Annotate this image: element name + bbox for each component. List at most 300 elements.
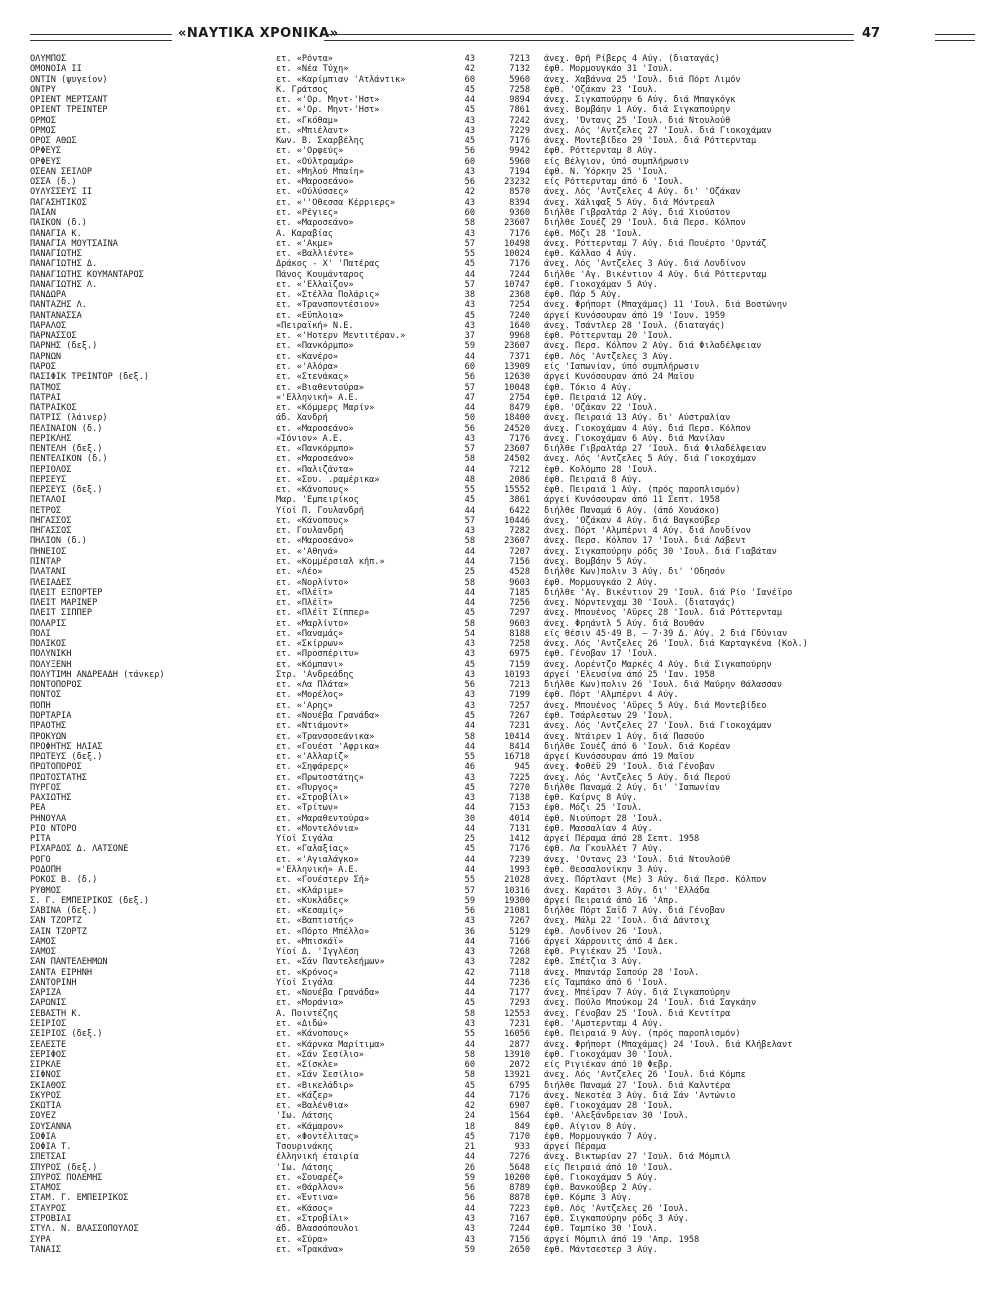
owner-cell: 'Ιω. Λάτσης xyxy=(276,1162,333,1173)
owner-cell: Δράκος - Χ' 'Πατέρας xyxy=(276,259,380,270)
tonnage-cell: 8789 xyxy=(509,1183,530,1194)
status-cell: άνεχ. Λός 'Αντζελες 27 'Ιουλ. διά Γιοκοχάμαν xyxy=(544,125,772,136)
ship-name-cell: ΠΑΡΝΑΣΣΟΣ xyxy=(30,331,77,342)
status-cell: έφθ. Θεσσαλονίκην 3 Αύγ. xyxy=(544,864,669,875)
tonnage-cell: 10414 xyxy=(504,731,530,742)
tonnage-cell: 8479 xyxy=(509,403,530,414)
owner-cell: ετ. «Βαλένθια» xyxy=(276,1101,349,1112)
ship-name-cell: ΡΥΘΜΟΣ xyxy=(30,885,62,896)
table-row xyxy=(30,578,985,588)
ship-name-cell: ΠΟΛΥΤΙΜΗ ΑΝΔΡΕΑΔΗ (τάνκερ) xyxy=(30,669,165,680)
status-cell: έφθ. Ρόττερνταμ 8 Αύγ. xyxy=(544,146,658,157)
year-cell: 44 xyxy=(464,403,475,414)
owner-cell: ετ. «Γαλαξίας» xyxy=(276,844,349,855)
tonnage-cell: 23232 xyxy=(504,177,530,188)
ship-name-cell: ΠΑΝΑΓΙΑ ΜΟΥΤΣΑΙΝΑ xyxy=(30,238,118,249)
tonnage-cell: 18400 xyxy=(504,413,530,424)
owner-cell: Τσουρινάκης xyxy=(276,1142,333,1153)
ship-name-cell: ΠΑΡΑΛΟΣ xyxy=(30,320,67,331)
ship-name-cell: Σ. Γ. ΕΜΠΕΙΡΙΚΟΣ (δεξ.) xyxy=(30,895,149,906)
status-cell: άνεχ. Φρήπορτ (Μπαχάμας) 24 'Ιουλ. διά Κλήβελαντ xyxy=(544,1039,793,1050)
table-row xyxy=(30,167,985,177)
ship-name-cell: ΠΑΝΤΑΖΗΣ Λ. xyxy=(30,300,87,311)
tonnage-cell: 7242 xyxy=(509,115,530,126)
ship-name-cell: ΠΕΡΙΟΛΟΣ xyxy=(30,464,72,475)
tonnage-cell: 21028 xyxy=(504,875,530,886)
year-cell: 56 xyxy=(464,1193,475,1204)
table-row xyxy=(30,988,985,998)
year-cell: 44 xyxy=(464,741,475,752)
table-row xyxy=(30,937,985,947)
owner-cell: ετ. «Νέα Τύχη» xyxy=(276,64,349,75)
status-cell: άνεχ. Βικτωρίαν 27 'Ιουλ. διά Μόμπιλ xyxy=(544,1152,731,1163)
table-row xyxy=(30,1214,985,1224)
ship-name-cell: ΠΛΕΪΤ ΕΞΠΟΡΤΕΡ xyxy=(30,587,103,598)
tonnage-cell: 7267 xyxy=(509,916,530,927)
ship-name-cell: ΟΝΤΡΥ xyxy=(30,84,56,95)
tonnage-cell: 7207 xyxy=(509,546,530,557)
tonnage-cell: 7297 xyxy=(509,608,530,619)
status-cell: έφθ. Ν. Ύόρκην 25 'Ιουλ. xyxy=(544,166,669,177)
owner-cell: ετ. «'Ελλαϊζον» xyxy=(276,279,354,290)
owner-cell: ετ. «Νορλίντο» xyxy=(276,577,349,588)
owner-cell: ετ. «Λα Πλάτα» xyxy=(276,680,349,691)
year-cell: 44 xyxy=(464,95,475,106)
status-cell: άργεί Κυνόσουραν άπό 19 'Ιουν. 1959 xyxy=(544,310,726,321)
table-row xyxy=(30,1142,985,1152)
table-row xyxy=(30,311,985,321)
table-row xyxy=(30,660,985,670)
tonnage-cell: 9360 xyxy=(509,207,530,218)
year-cell: 44 xyxy=(464,1039,475,1050)
status-cell: διήλθε Γιβραλτάρ 27 'Ιουλ. διά Φιλαδέλφειαν xyxy=(544,444,767,455)
owner-cell: ετ. «Σκίρρων» xyxy=(276,639,344,650)
tonnage-cell: 7138 xyxy=(509,793,530,804)
table-row xyxy=(30,249,985,259)
status-cell: έφθ. Γιοκοχάμαν 5 Αύγ. xyxy=(544,279,658,290)
owner-cell: ετ. «Βαλλιέντε» xyxy=(276,249,354,260)
status-cell: διήλθε Παναμά 2 Αύγ. δι' 'Ιαπωνίαν xyxy=(544,782,720,793)
ship-name-cell: ΠΑΤΜΟΣ xyxy=(30,382,62,393)
ship-name-cell: ΡΟΚΟΣ Β. (δ.) xyxy=(30,875,98,886)
ship-name-cell: ΟΡΙΕΝΤ ΜΕΡΤΣΑΝΤ xyxy=(30,95,108,106)
table-row xyxy=(30,270,985,280)
owner-cell: ετ. «Σου. .ραμέρικα» xyxy=(276,474,380,485)
owner-cell: ετ. «Πλέϊτ» xyxy=(276,587,333,598)
ship-name-cell: ΟΡΟΣ ΑΘΩΣ xyxy=(30,136,77,147)
tonnage-cell: 10200 xyxy=(504,1172,530,1183)
owner-cell: ετ. «Κυκλάδες» xyxy=(276,895,349,906)
table-row xyxy=(30,896,985,906)
table-row xyxy=(30,588,985,598)
owner-cell: ετ. «Παναμάς» xyxy=(276,628,344,639)
table-row xyxy=(30,321,985,331)
status-cell: άνεχ. Μπουένος 'Αϋρες 28 'Ιουλ. διά Ρόττερνταμ xyxy=(544,608,782,619)
owner-cell: ετ. «Γκόθαμ» xyxy=(276,115,339,126)
owner-cell: ετ. «Σάν Σεσίλιο» xyxy=(276,1070,364,1081)
owner-cell: Υίοί Σιγάλα xyxy=(276,977,333,988)
year-cell: 18 xyxy=(464,1121,475,1132)
year-cell: 43 xyxy=(464,639,475,650)
ship-name-cell: ΠΛΑΤΑΝΙ xyxy=(30,567,67,578)
status-cell: είς Ταμπάκο άπό 6 'Ιουλ. xyxy=(544,977,669,988)
table-row xyxy=(30,229,985,239)
year-cell: 57 xyxy=(464,885,475,896)
ship-name-cell: ΠΟΛΑΡΙΣ xyxy=(30,618,67,629)
status-cell: άνεχ. Σιγκαπούρην 6 Αύγ. διά Μπαγκόγκ xyxy=(544,95,736,106)
ship-name-cell: ΣΟΥΕΖ xyxy=(30,1111,56,1122)
status-cell: έφθ. Καίρνς 8 Αύγ. xyxy=(544,793,638,804)
table-row xyxy=(30,998,985,1008)
status-cell: άνεχ. Ντάιρεν 1 Αύγ. διά Πασούο xyxy=(544,731,705,742)
owner-cell: «'Ελληνική» Α.Ε. xyxy=(276,864,359,875)
owner-cell: ετ. «Σύρα» xyxy=(276,1234,328,1245)
owner-cell: ετ. «Κάνοπους» xyxy=(276,485,349,496)
ship-name-cell: ΡΕΑ xyxy=(30,803,46,814)
year-cell: 44 xyxy=(464,587,475,598)
tonnage-cell: 7176 xyxy=(509,228,530,239)
ship-name-cell: ΣΚΙΑΘΟΣ xyxy=(30,1080,67,1091)
ship-name-cell: ΣΑΙΝ ΤΖΟΡΤΖ xyxy=(30,926,87,937)
year-cell: 45 xyxy=(464,259,475,270)
table-row xyxy=(30,465,985,475)
year-cell: 58 xyxy=(464,536,475,547)
status-cell: άνεχ. Νόρντενχαμ 30 'Ιουλ. (διαταγάς) xyxy=(544,598,736,609)
tonnage-cell: 5129 xyxy=(509,926,530,937)
year-cell: 56 xyxy=(464,177,475,188)
table-row xyxy=(30,403,985,413)
owner-cell: ετ. «Βικελάδιρ» xyxy=(276,1080,354,1091)
status-cell: άνεχ. Γιοκοχάμαν 4 Αύγ. διά Περσ. Κόλπον xyxy=(544,423,751,434)
status-cell: διήλθε Πόρτ Σαΐδ 7 Αύγ. διά Γένοβαν xyxy=(544,906,726,917)
tonnage-cell: 10747 xyxy=(504,279,530,290)
owner-cell: ετ. «Κάρνκα Μαρίτιμα» xyxy=(276,1039,385,1050)
tonnage-cell: 7118 xyxy=(509,967,530,978)
status-cell: έφθ. Αίγιον 8 Αύγ. xyxy=(544,1121,638,1132)
owner-cell: ετ. «Ούλτραμάρ» xyxy=(276,156,354,167)
ship-name-cell: ΠΕΤΑΛΟΙ xyxy=(30,495,67,506)
tonnage-cell: 7212 xyxy=(509,464,530,475)
owner-cell: ετ. «Σίσκλε» xyxy=(276,1060,339,1071)
ship-name-cell: ΣΑΝ ΠΑΝΤΕΛΕΗΜΩΝ xyxy=(30,957,108,968)
table-row xyxy=(30,793,985,803)
tonnage-cell: 7176 xyxy=(509,259,530,270)
ship-name-cell: ΣΑΜΟΣ xyxy=(30,947,56,958)
owner-cell: ετ. «'Αλλαρίζ» xyxy=(276,752,349,763)
table-row xyxy=(30,1122,985,1132)
ship-name-cell: ΡΟΔΟΠΗ xyxy=(30,864,62,875)
table-row xyxy=(30,968,985,978)
status-cell: άνεχ. Ρόττερνταμ 7 Αύγ. διά Πουέρτο 'Ορντάζ xyxy=(544,238,767,249)
journal-title: «ΝΑΥΤΙΚΑ ΧΡΟΝΙΚΑ» xyxy=(178,26,339,41)
year-cell: 55 xyxy=(464,752,475,763)
ship-name-cell: ΣΑΝ ΤΖΟΡΤΖ xyxy=(30,916,82,927)
table-row xyxy=(30,711,985,721)
year-cell: 45 xyxy=(464,608,475,619)
owner-cell: ετ. «Πανκόρμπο» xyxy=(276,341,354,352)
ship-name-cell: ΠΑΣΙΦΙΚ ΤΡΕΪΝΤΟΡ (δεξ.) xyxy=(30,372,149,383)
tonnage-cell: 9968 xyxy=(509,331,530,342)
ship-name-cell: ΠΑΓΑΣΗΤΙΚΟΣ xyxy=(30,197,87,208)
table-row xyxy=(30,957,985,967)
ship-name-cell: ΡΙΟ ΝΤΟΡΟ xyxy=(30,823,77,834)
status-cell: άργεί Κυνόσουραν άπό 24 Μαΐου xyxy=(544,372,695,383)
owner-cell: ετ. «Καρίμπιαν 'Ατλάντικ» xyxy=(276,74,406,85)
ship-name-cell: ΣΕΡΙΦΟΣ xyxy=(30,1049,67,1060)
table-row xyxy=(30,1101,985,1111)
status-cell: άργεί 'Ελευσίνα άπό 25 'Ιαν. 1958 xyxy=(544,669,715,680)
year-cell: 43 xyxy=(464,1234,475,1245)
status-cell: έφθ. Πόρτ 'Αλμπέρνι 4 Αύγ. xyxy=(544,690,679,701)
ship-name-cell: ΠΛΕΪΤ ΜΑΡΙΝΕΡ xyxy=(30,598,98,609)
year-cell: 43 xyxy=(464,166,475,177)
status-cell: άνεχ. Πούλο Μπούκομ 24 'Ιουλ. διά Σαγκάην xyxy=(544,998,757,1009)
year-cell: 58 xyxy=(464,218,475,229)
ship-name-cell: ΠΛΕΙΑΔΕΣ xyxy=(30,577,72,588)
table-row xyxy=(30,608,985,618)
year-cell: 56 xyxy=(464,1183,475,1194)
ship-name-cell: ΣΑΡΙΖΑ xyxy=(30,988,62,999)
status-cell: άνεχ. Χαβάννα 25 'Ιουλ. διά Πόρτ Λιμόν xyxy=(544,74,741,85)
ship-name-cell: ΠΑΝΑΓΙΩΤΗΣ xyxy=(30,249,82,260)
status-cell: έφθ. Νιούπορτ 28 'Ιουλ. xyxy=(544,813,663,824)
table-row xyxy=(30,649,985,659)
header-rule-middle xyxy=(324,34,854,41)
status-cell: έφθ. Κόμπε 3 Αύγ. xyxy=(544,1193,632,1204)
year-cell: 21 xyxy=(464,1142,475,1153)
owner-cell: ετ. «Στέλλα Πολάρις» xyxy=(276,290,380,301)
table-row xyxy=(30,85,985,95)
table-row xyxy=(30,916,985,926)
year-cell: 43 xyxy=(464,228,475,239)
tonnage-cell: 7236 xyxy=(509,977,530,988)
ship-name-cell: ΣΕΙΡΙΟΣ xyxy=(30,1018,67,1029)
owner-cell: ετ. «Κλάριμε» xyxy=(276,885,344,896)
year-cell: 46 xyxy=(464,762,475,773)
status-cell: διήλθε 'Αγ. Βικέντιον 29 'Ιουλ. διά Ρίο 'Ιανέϊρο xyxy=(544,587,793,598)
status-cell: άνεχ. Λός 'Αντζελες 4 Αύγ. δι' 'Οζάκαν xyxy=(544,187,741,198)
table-row xyxy=(30,475,985,485)
owner-cell: Στρ. 'Ανδρεάδης xyxy=(276,669,354,680)
tonnage-cell: 8188 xyxy=(509,628,530,639)
status-cell: άνεχ. Γιοκοχάμαν 6 Αύγ. διά Μανίλαν xyxy=(544,433,726,444)
ship-name-cell: ΟΡΦΕΥΣ xyxy=(30,156,62,167)
ship-name-cell: ΣΟΦΙΑ xyxy=(30,1131,56,1142)
year-cell: 44 xyxy=(464,1152,475,1163)
status-cell: έφθ. Μορμουγκάο 31 'Ιουλ. xyxy=(544,64,674,75)
ship-name-cell: ΠΛΕΪΤ ΣΙΠΠΕΡ xyxy=(30,608,93,619)
owner-cell: ετ. «Ούλύσσες» xyxy=(276,187,349,198)
year-cell: 44 xyxy=(464,854,475,865)
table-row xyxy=(30,331,985,341)
tonnage-cell: 7176 xyxy=(509,1090,530,1101)
tonnage-cell: 7282 xyxy=(509,526,530,537)
status-cell: έφθ. 'Οζάκαν 23 'Ιουλ. xyxy=(544,84,658,95)
status-cell: άνεχ. Σιγκαπούρην ρόδς 30 'Ιουλ. διά Γιαβάταν xyxy=(544,546,777,557)
owner-cell: ετ. «Βιαθεντούρα» xyxy=(276,382,364,393)
owner-cell: ετ. «Μαροσεάνο» xyxy=(276,454,354,465)
status-cell: άνεχ. Μάλμ 22 'Ιουλ. διά Δάντσιχ xyxy=(544,916,710,927)
owner-cell: ετ. «Μοντελόνια» xyxy=(276,823,359,834)
table-row xyxy=(30,495,985,505)
owner-cell: ετ. «Φοντέλιτας» xyxy=(276,1131,359,1142)
table-row xyxy=(30,567,985,577)
status-cell: άνεχ. Πειραιά 13 Αύγ. δι' Αύστραλίαν xyxy=(544,413,731,424)
tonnage-cell: 8878 xyxy=(509,1193,530,1204)
tonnage-cell: 7170 xyxy=(509,1131,530,1142)
table-row xyxy=(30,1040,985,1050)
status-cell: άνεχ. Μοντεβίδεο 29 'Ιουλ. διά Ρόττερνταμ xyxy=(544,136,757,147)
tonnage-cell: 9603 xyxy=(509,618,530,629)
tonnage-cell: 13910 xyxy=(504,1049,530,1060)
owner-cell: ετ. «Στροβίλι» xyxy=(276,1214,349,1225)
year-cell: 44 xyxy=(464,823,475,834)
status-cell: έφθ. Μάντσεστερ 3 Αύγ. xyxy=(544,1244,658,1255)
owner-cell: Υίοί Δ. 'Ιγγλέση xyxy=(276,947,359,958)
ship-name-cell: ΟΜΟΝΟΙΑ ΙΙ xyxy=(30,64,82,75)
year-cell: 58 xyxy=(464,577,475,588)
ship-name-cell: ΣΕΙΡΙΟΣ (δεξ.) xyxy=(30,1029,103,1040)
table-row xyxy=(30,393,985,403)
tonnage-cell: 10048 xyxy=(504,382,530,393)
year-cell: 55 xyxy=(464,249,475,260)
year-cell: 60 xyxy=(464,207,475,218)
table-row xyxy=(30,1204,985,1214)
tonnage-cell: 1564 xyxy=(509,1111,530,1122)
ship-name-cell: ΠΑΤΡΙΣ (λάινερ) xyxy=(30,413,108,424)
owner-cell: ετ. «Μοράνια» xyxy=(276,998,344,1009)
tonnage-cell: 21081 xyxy=(504,906,530,917)
ship-name-cell: ΠΟΛΙ xyxy=(30,628,51,639)
status-cell: άνεχ. Λός 'Αντζελες 26 'Ιουλ. διά Κόμπε xyxy=(544,1070,746,1081)
year-cell: 45 xyxy=(464,84,475,95)
year-cell: 45 xyxy=(464,659,475,670)
ship-name-cell: ΠΡΩΤΟΣΤΑΤΗΣ xyxy=(30,772,87,783)
ship-name-cell: ΟΡΦΕΥΣ xyxy=(30,146,62,157)
tonnage-cell: 7185 xyxy=(509,587,530,598)
table-row xyxy=(30,526,985,536)
tonnage-cell: 16718 xyxy=(504,752,530,763)
tonnage-cell: 6795 xyxy=(509,1080,530,1091)
tonnage-cell: 7257 xyxy=(509,700,530,711)
table-row xyxy=(30,239,985,249)
tonnage-cell: 4528 xyxy=(509,567,530,578)
table-row xyxy=(30,383,985,393)
table-row xyxy=(30,752,985,762)
tonnage-cell: 7229 xyxy=(509,125,530,136)
owner-cell: ετ. «Τρακάνα» xyxy=(276,1244,344,1255)
status-cell: έφθ. Βανκούβερ 2 Αύγ. xyxy=(544,1183,653,1194)
status-cell: είς Ρόττερνταμ άπό 6 'Ιουλ. xyxy=(544,177,684,188)
status-cell: άνεχ. 'Όντανς 25 'Ιουλ. διά Ντουλούθ xyxy=(544,115,731,126)
table-row xyxy=(30,64,985,74)
owner-cell: Μαρ. 'Εμπειρίκος xyxy=(276,495,359,506)
year-cell: 56 xyxy=(464,372,475,383)
status-cell: άργεί Χάρρουιτς άπό 4 Δεκ. xyxy=(544,936,679,947)
tonnage-cell: 7256 xyxy=(509,598,530,609)
owner-cell: ετ. «'Ορ. Μηντ-'Ηστ» xyxy=(276,95,380,106)
owner-cell: ετ. «Κόμμερς Μαρίν» xyxy=(276,403,375,414)
year-cell: 44 xyxy=(464,803,475,814)
status-cell: άνεχ. Θρή Ρίβερς 4 Αύγ. (διαταγάς) xyxy=(544,54,720,64)
owner-cell: ετ. «Μπιέλαντ» xyxy=(276,125,349,136)
tonnage-cell: 7166 xyxy=(509,936,530,947)
owner-cell: ετ. «Μορέλος» xyxy=(276,690,344,701)
tonnage-cell: 9894 xyxy=(509,95,530,106)
ship-name-cell: ΠΥΡΓΟΣ xyxy=(30,782,62,793)
tonnage-cell: 7177 xyxy=(509,988,530,999)
tonnage-cell: 7213 xyxy=(509,54,530,64)
table-row xyxy=(30,341,985,351)
year-cell: 58 xyxy=(464,1008,475,1019)
ship-name-cell: ΟΣΕΑΝ ΣΕΪΛΟΡ xyxy=(30,166,93,177)
owner-cell: ετ. «Πρωτοστάτης» xyxy=(276,772,364,783)
table-row xyxy=(30,680,985,690)
year-cell: 43 xyxy=(464,54,475,64)
owner-cell: ετ. «'Αθηνά» xyxy=(276,546,339,557)
owner-cell: ετ. «Ρέγιες» xyxy=(276,207,339,218)
year-cell: 44 xyxy=(464,546,475,557)
year-cell: 43 xyxy=(464,916,475,927)
status-cell: άνεχ. Λός 'Αντζελες 5 Αύγ. διά Γιοκοχάμαν xyxy=(544,454,757,465)
table-row xyxy=(30,352,985,362)
tonnage-cell: 10316 xyxy=(504,885,530,896)
tonnage-cell: 7199 xyxy=(509,690,530,701)
status-cell: είς Ριγιέκαν άπό 10 Φεβρ. xyxy=(544,1060,674,1071)
status-cell: έφθ. Μόζι 25 'Ιουλ. xyxy=(544,803,643,814)
tonnage-cell: 7153 xyxy=(509,803,530,814)
table-row xyxy=(30,1163,985,1173)
tonnage-cell: 7276 xyxy=(509,1152,530,1163)
status-cell: άνεχ. Φρηάντλ 5 Αύγ. διά Βουθάν xyxy=(544,618,705,629)
table-row xyxy=(30,1009,985,1019)
status-cell: έφθ. Γιοκοχάμαν 28 'Ιουλ. xyxy=(544,1101,674,1112)
status-cell: άνεχ. Νεκοτέα 3 Αύγ. διά Σάν 'Αντώνιο xyxy=(544,1090,736,1101)
year-cell: 43 xyxy=(464,1224,475,1235)
ship-name-cell: ΣΠΕΤΣΑΙ xyxy=(30,1152,67,1163)
tonnage-cell: 933 xyxy=(514,1142,530,1153)
owner-cell: ετ. «Προσπέριτυ» xyxy=(276,649,359,660)
owner-cell: ετ. «Κομμέρσιαλ κήπ.» xyxy=(276,557,385,568)
ship-name-cell: ΠΡΩΤΕΥΣ (δεξ.) xyxy=(30,752,103,763)
owner-cell: ετ. «Ρόντα» xyxy=(276,54,333,64)
ship-name-cell: ΣΤΑΥΡΟΣ xyxy=(30,1203,67,1214)
table-row xyxy=(30,1245,985,1255)
table-row xyxy=(30,690,985,700)
status-cell: διήλθε Σουέζ άπό 6 'Ιουλ. διά Κορέαν xyxy=(544,741,731,752)
year-cell: 44 xyxy=(464,557,475,568)
owner-cell: ετ. «Πλέϊτ Σίππερ» xyxy=(276,608,370,619)
year-cell: 57 xyxy=(464,444,475,455)
tonnage-cell: 7156 xyxy=(509,557,530,568)
owner-cell: Υίοί Π. Γουλανδρή xyxy=(276,505,364,516)
status-cell: έφθ. Λονδίνον 26 'Ιουλ. xyxy=(544,926,663,937)
tonnage-cell: 7268 xyxy=(509,947,530,958)
status-cell: έφθ. Πειραιά 9 Αύγ. (πρός παροπλισμόν) xyxy=(544,1029,741,1040)
owner-cell: ετ. «Πλέϊτ» xyxy=(276,598,333,609)
ship-name-cell: ΡΟΓΟ xyxy=(30,854,51,865)
tonnage-cell: 10498 xyxy=(504,238,530,249)
status-cell: διήλθε Κων)πολιν 3 Αύγ. δι' 'Οδησόν xyxy=(544,567,726,578)
table-row xyxy=(30,906,985,916)
owner-cell: ετ. «Κόμπανι» xyxy=(276,659,344,670)
table-row xyxy=(30,978,985,988)
table-row xyxy=(30,198,985,208)
status-cell: άνεχ. Γένοβαν 25 'Ιουλ. διά Κεντίτρα xyxy=(544,1008,731,1019)
ship-name-cell: ΠΑΡΝΩΝ xyxy=(30,351,62,362)
status-cell: διήλθε Γιβραλτάρ 2 Αύγ. διά Χιούστον xyxy=(544,207,731,218)
year-cell: 44 xyxy=(464,977,475,988)
